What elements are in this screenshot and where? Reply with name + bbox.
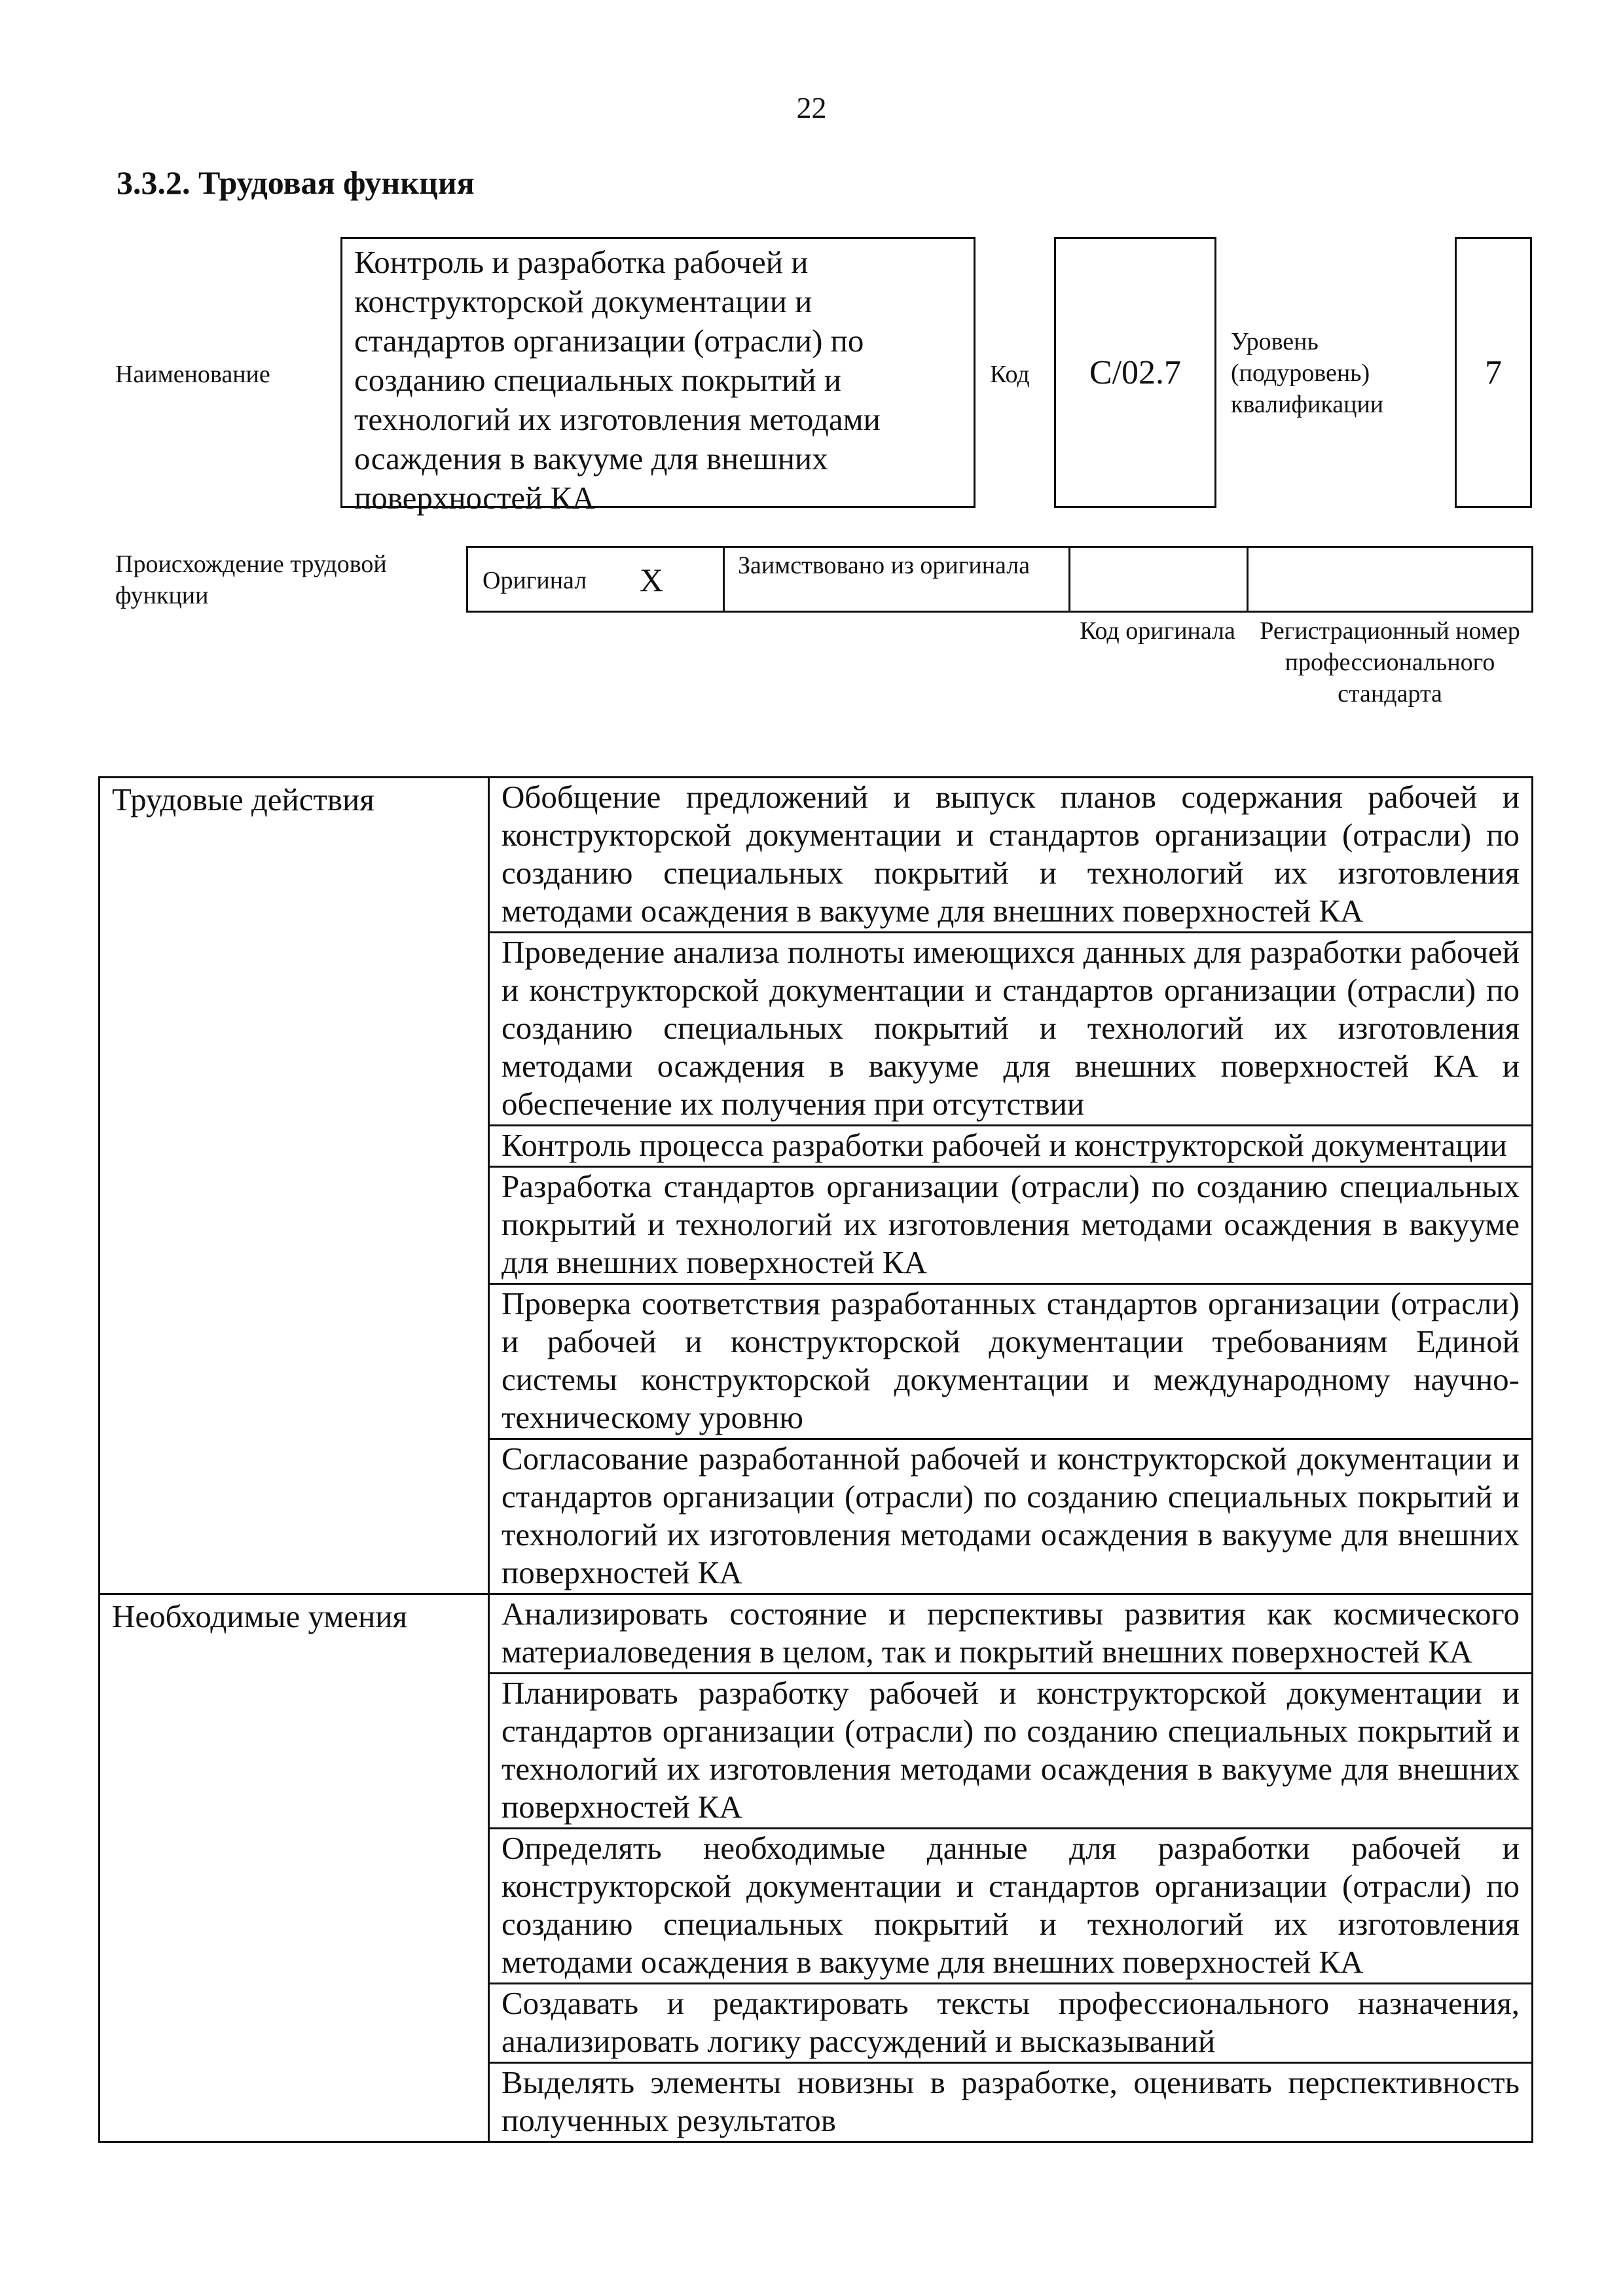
code-original-caption: Код оригинала <box>1080 617 1235 645</box>
reg-number-caption: Регистрационный номер профессионального стандарта <box>1260 617 1520 708</box>
code-value: C/02.7 <box>1089 353 1182 391</box>
original-label: Оригинал <box>483 567 587 594</box>
original-mark: X <box>640 562 664 598</box>
table-row <box>100 1594 1533 1674</box>
table-cell: Планировать разработку рабочей и конструкторской документации и стандартов организации (отрасли) по созданию специальных покрытий и технологий их изготовления методами осаждения в вакууме для внешних поверхностей КА <box>489 1674 1533 1829</box>
page-number: 22 <box>796 91 827 124</box>
name-value: Контроль и разработка рабочей и конструкторской документации и стандартов организации (отрасли) по созданию специальных покрытий и технологий их изготовления методами осаждения в вакууме для внешних поверхностей КА <box>354 244 881 516</box>
origin-table <box>466 546 1533 613</box>
table-cell: Проверка соответствия разработанных стандартов организации (отрасли) и рабочей и конструкторской документации требованиям Единой системы конструкторской документации и международному научно-техническому уровню <box>489 1284 1533 1439</box>
level-value-box <box>1455 237 1532 508</box>
table-row <box>100 778 1533 933</box>
section-title: 3.3.2. Трудовая функция <box>117 164 475 201</box>
origin-borrowed-cell <box>725 548 1070 611</box>
origin-reg-cell <box>1249 548 1531 611</box>
level-label: Уровень (подуровень) квалификации <box>1231 328 1384 418</box>
main-table <box>98 776 1533 2143</box>
table-cell: Выделять элементы новизны в разработке, оценивать перспективность полученных результатов <box>489 2063 1533 2142</box>
origin-original-cell <box>468 548 725 611</box>
table-cell: Создавать и редактировать тексты профессионального назначения, анализировать логику рассуждений и высказываний <box>489 1984 1533 2063</box>
code-value-box <box>1054 237 1216 508</box>
table-cell: Обобщение предложений и выпуск планов содержания рабочей и конструкторской документации и стандартов организации (отрасли) по созданию специальных покрытий и технологий их изготовления методами осаждения в вакууме для внешних поверхностей КА <box>489 778 1533 933</box>
table-cell: Согласование разработанной рабочей и конструкторской документации и стандартов организации (отрасли) по созданию специальных покрытий и технологий их изготовления методами осаждения в вакууме для внешних поверхностей КА <box>489 1439 1533 1594</box>
table-cell: Анализировать состояние и перспективы развития как космического материаловедения в целом, так и покрытий внешних поверхностей КА <box>489 1594 1533 1674</box>
code-label: Код <box>990 361 1030 388</box>
category-cell: Необходимые умения <box>100 1594 489 2142</box>
borrowed-label: Заимствовано из оригинала <box>738 552 1030 579</box>
table-cell: Контроль процесса разработки рабочей и конструкторской документации <box>489 1126 1533 1167</box>
origin-code-cell <box>1070 548 1249 611</box>
name-value-box <box>340 237 976 516</box>
table-cell: Разработка стандартов организации (отрасли) по созданию специальных покрытий и технологий их изготовления методами осаждения в вакууме для внешних поверхностей КА <box>489 1167 1533 1284</box>
level-value: 7 <box>1485 353 1502 391</box>
category-cell: Трудовые действия <box>100 778 489 1594</box>
table-cell: Определять необходимые данные для разработки рабочей и конструкторской документации и стандартов организации (отрасли) по созданию специальных покрытий и технологий их изготовления методами осаждения в вакууме для внешних поверхностей КА <box>489 1829 1533 1984</box>
origin-label: Происхождение трудовой функции <box>115 550 387 609</box>
table-cell: Проведение анализа полноты имеющихся данных для разработки рабочей и конструкторской документации и стандартов организации (отрасли) по созданию специальных покрытий и технологий их изготовления методами осаждения в вакууме для внешних поверхностей КА и обеспечение их получения при отсутствии <box>489 933 1533 1126</box>
name-label: Наименование <box>115 361 270 388</box>
